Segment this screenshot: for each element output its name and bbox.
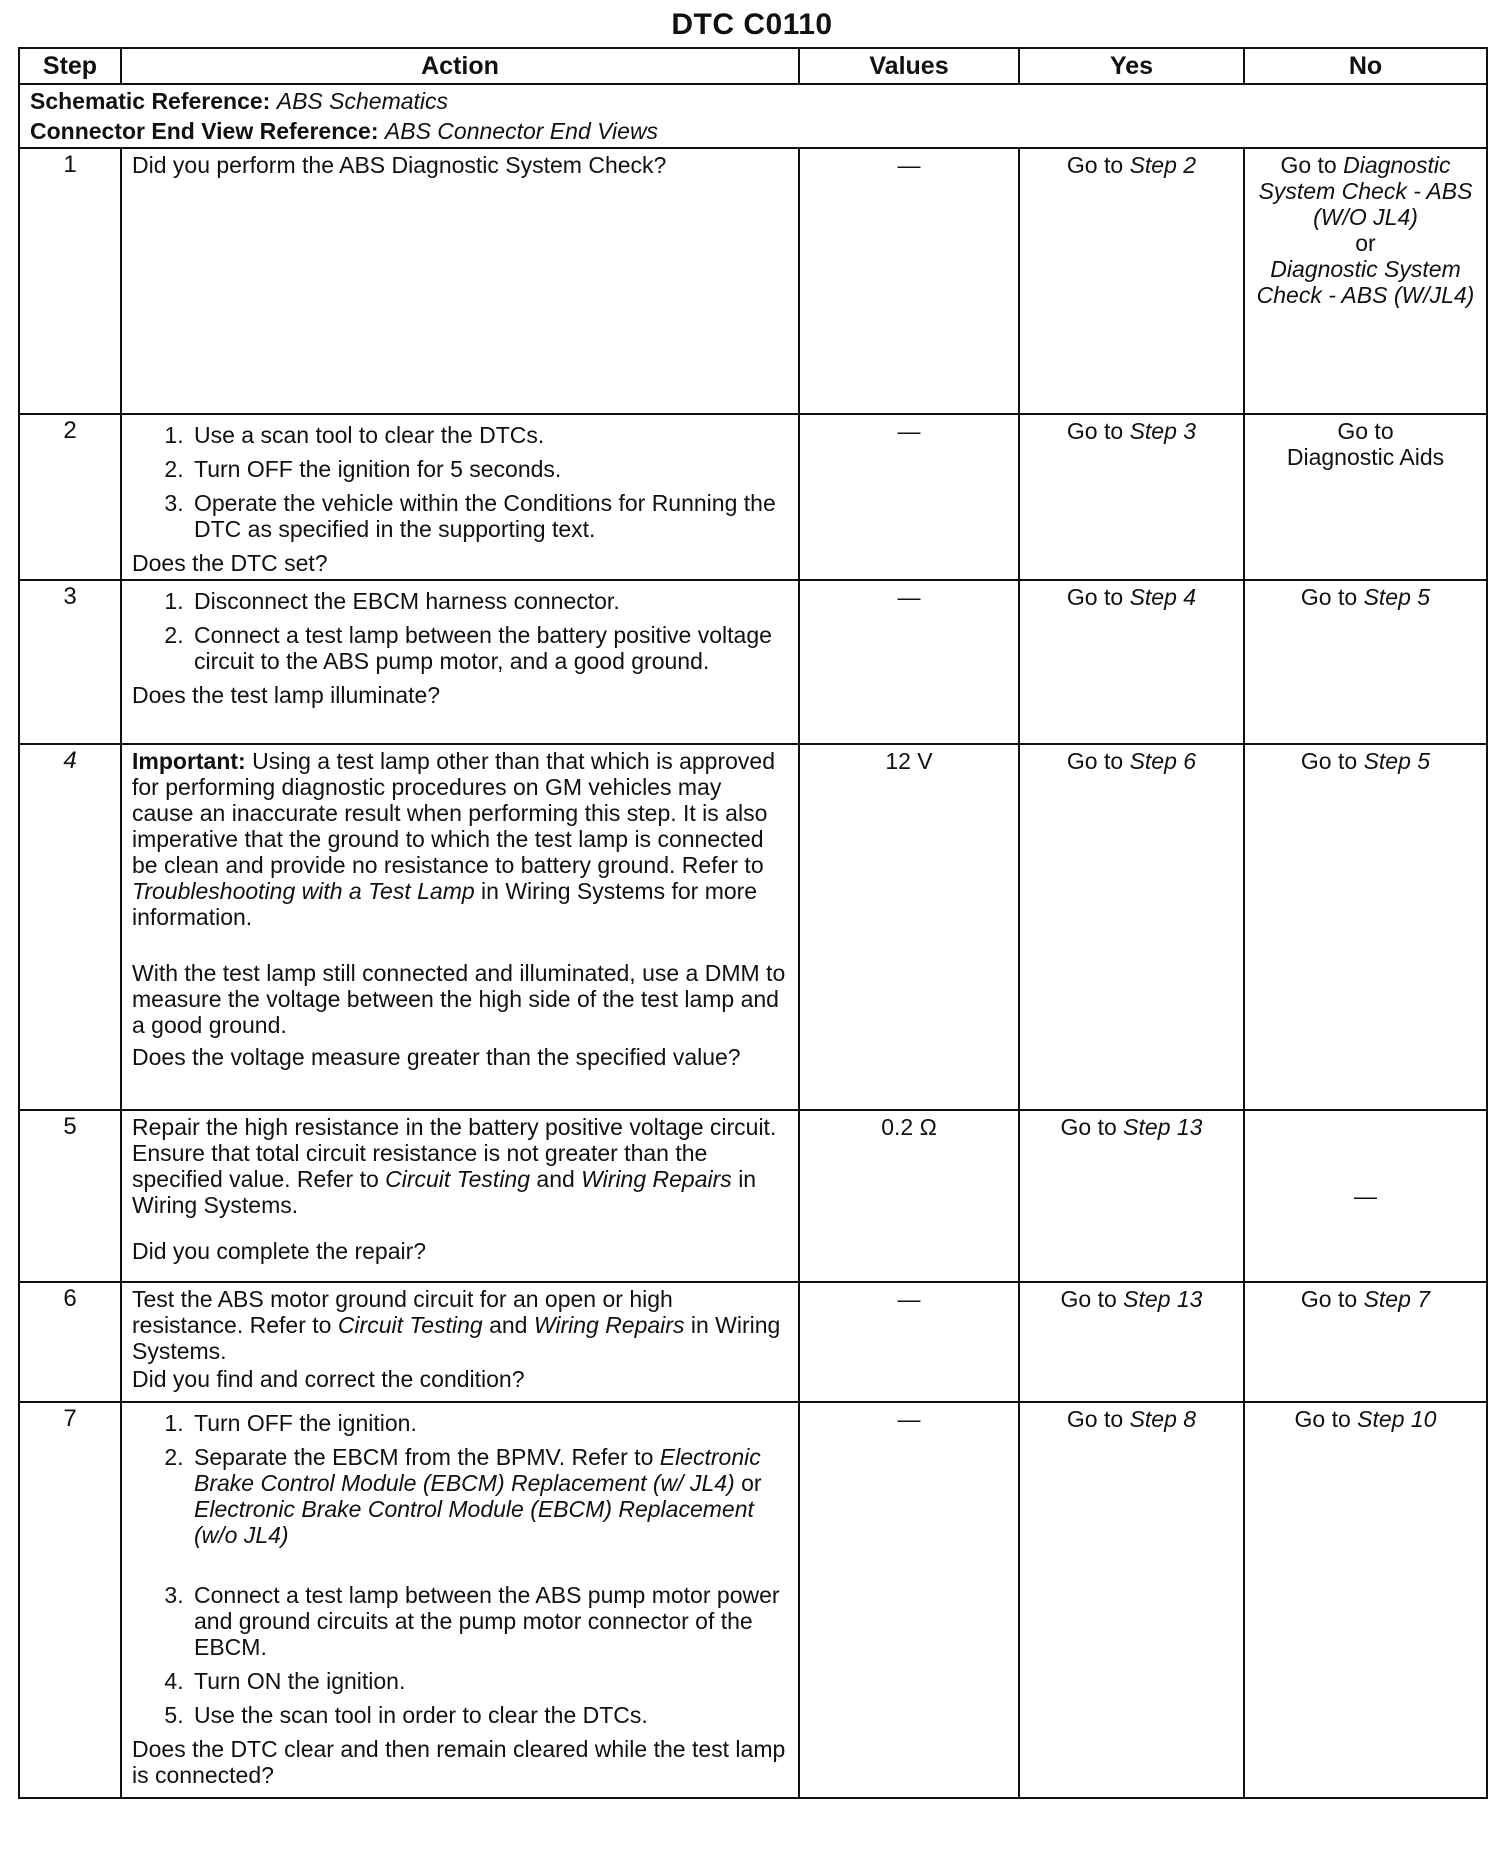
yes-link[interactable]: Step 8	[1129, 1406, 1197, 1432]
no-prefix: Go to	[1300, 584, 1358, 610]
yes-link[interactable]: Step 13	[1123, 1114, 1203, 1140]
value-cell: —	[799, 414, 1019, 580]
header-no: No	[1244, 48, 1487, 84]
action-cell	[121, 1110, 799, 1282]
repair-text-part: Repair the high resistance in the battery positive voltage circuit. Ensure that total circuit resistance is not greater than the specified value. Refer to	[132, 1114, 777, 1192]
schematic-reference-label: Schematic Reference:	[30, 88, 271, 114]
step-number: 4	[19, 744, 121, 1110]
repair-text-part: and	[536, 1166, 575, 1192]
page-title: DTC C0110	[671, 8, 833, 41]
value-cell: —	[799, 1282, 1019, 1402]
reference-cell	[19, 84, 1487, 148]
reference-row	[19, 84, 1487, 148]
action-cell	[121, 1282, 799, 1402]
list-item-or: or	[741, 1470, 762, 1496]
table-row	[19, 414, 1487, 580]
yes-cell	[1019, 1282, 1244, 1402]
yes-cell	[1019, 1402, 1244, 1798]
list-item: 1. Use a scan tool to clear the DTCs.	[190, 422, 788, 448]
no-link[interactable]: Diagnostic System Check - ABS (W/O JL4)	[1258, 152, 1473, 230]
no-cell: —	[1244, 1110, 1487, 1282]
test-text	[132, 1286, 788, 1364]
action-cell	[121, 744, 799, 1110]
action-question: Does the test lamp illuminate?	[132, 682, 441, 708]
no-prefix: Go to	[1337, 418, 1394, 444]
yes-link[interactable]: Step 6	[1129, 748, 1197, 774]
no-link[interactable]: Diagnostic Aids	[1286, 444, 1445, 470]
important-label: Important:	[132, 748, 246, 774]
connector-reference-label: Connector End View Reference:	[30, 118, 379, 144]
table-row	[19, 1402, 1487, 1798]
header-step: Step	[19, 48, 121, 84]
important-note	[132, 748, 788, 930]
no-link[interactable]: Step 5	[1363, 584, 1431, 610]
step-number: 5	[19, 1110, 121, 1282]
value-cell: 12 V	[799, 744, 1019, 1110]
step-number: 1	[19, 148, 121, 414]
action-cell	[121, 580, 799, 744]
important-text: in Wiring Systems for more information.	[132, 878, 758, 930]
no-link[interactable]: Diagnostic System Check - ABS (W/JL4)	[1256, 256, 1475, 308]
test-text-part: Test the ABS motor ground circuit for an open or high resistance. Refer to	[132, 1286, 673, 1338]
no-cell	[1244, 148, 1487, 414]
no-prefix: Go to	[1300, 748, 1358, 774]
value-cell: —	[799, 580, 1019, 744]
reference-link[interactable]: Troubleshooting with a Test Lamp	[132, 878, 475, 904]
no-prefix: Go to	[1280, 152, 1337, 178]
action-question: Did you complete the repair?	[132, 1238, 427, 1264]
dtc-table	[18, 47, 1488, 1799]
action-list	[132, 422, 788, 542]
action-question: Does the voltage measure greater than the specified value?	[132, 1044, 741, 1070]
yes-cell	[1019, 580, 1244, 744]
schematic-reference	[30, 88, 1476, 114]
reference-link[interactable]: Electronic Brake Control Module (EBCM) Replacement (w/o JL4)	[194, 1496, 754, 1548]
table-row	[19, 580, 1487, 744]
action-question: Did you find and correct the condition?	[132, 1366, 525, 1392]
yes-prefix: Go to	[1060, 1286, 1117, 1312]
no-prefix: Go to	[1294, 1406, 1351, 1432]
no-cell	[1244, 744, 1487, 1110]
table-row	[19, 1282, 1487, 1402]
yes-prefix: Go to	[1066, 1406, 1124, 1432]
table-row	[19, 744, 1487, 1110]
list-item: 5. Use the scan tool in order to clear the DTCs.	[190, 1702, 788, 1728]
reference-link[interactable]: Wiring Repairs	[581, 1166, 732, 1192]
yes-prefix: Go to	[1066, 418, 1124, 444]
no-or: or	[1355, 230, 1376, 256]
action-cell	[121, 414, 799, 580]
repair-text-part: in Wiring Systems.	[132, 1166, 757, 1218]
test-text-part: in Wiring Systems.	[132, 1312, 781, 1364]
list-item: 2. Connect a test lamp between the battery positive voltage circuit to the ABS pump motor, and a good ground.	[190, 622, 788, 674]
header-action: Action	[121, 48, 799, 84]
no-link[interactable]: Step 5	[1363, 748, 1431, 774]
header-row	[19, 48, 1487, 84]
reference-link[interactable]: Electronic Brake Control Module (EBCM) Replacement (w/ JL4)	[194, 1444, 761, 1496]
reference-link[interactable]: Wiring Repairs	[533, 1312, 685, 1338]
instruction-text: With the test lamp still connected and illuminated, use a DMM to measure the voltage between the high side of the test lamp and a good ground.	[132, 960, 786, 1038]
connector-reference-link[interactable]: ABS Connector End Views	[384, 118, 659, 144]
important-text: Using a test lamp other than that which is approved for performing diagnostic procedures on GM vehicles may cause an inaccurate result when performing this step. It is also imperative that the ground to which the test lamp is connected be clean and provide no resistance to battery ground. Refer to	[132, 748, 776, 878]
header-yes: Yes	[1019, 48, 1244, 84]
action-cell	[121, 1402, 799, 1798]
action-question: Does the DTC clear and then remain cleared while the test lamp is connected?	[132, 1736, 786, 1788]
action-list	[132, 1410, 788, 1728]
yes-prefix: Go to	[1066, 152, 1124, 178]
reference-link[interactable]: Circuit Testing	[385, 1166, 531, 1192]
no-cell	[1244, 414, 1487, 580]
yes-link[interactable]: Step 4	[1129, 584, 1197, 610]
list-item: 1. Disconnect the EBCM harness connector.	[190, 588, 788, 614]
yes-link[interactable]: Step 2	[1129, 152, 1197, 178]
yes-prefix: Go to	[1060, 1114, 1117, 1140]
no-cell	[1244, 580, 1487, 744]
test-text-part: and	[489, 1312, 528, 1338]
yes-prefix: Go to	[1066, 748, 1124, 774]
connector-reference	[30, 118, 1476, 144]
list-item: 3. Operate the vehicle within the Conditions for Running the DTC as specified in the supporting text.	[190, 490, 788, 542]
yes-cell	[1019, 148, 1244, 414]
list-item: 1. Turn OFF the ignition.	[190, 1410, 788, 1436]
list-item-text: Separate the EBCM from the BPMV. Refer to	[194, 1444, 654, 1470]
schematic-reference-link[interactable]: ABS Schematics	[276, 88, 449, 114]
yes-cell	[1019, 744, 1244, 1110]
action-cell	[121, 148, 799, 414]
action-question: Did you perform the ABS Diagnostic System Check?	[132, 152, 667, 178]
action-question: Does the DTC set?	[132, 550, 328, 576]
step-number: 6	[19, 1282, 121, 1402]
list-item	[190, 1444, 788, 1548]
list-item: 2. Turn OFF the ignition for 5 seconds.	[190, 456, 788, 482]
repair-text	[132, 1114, 788, 1218]
action-list	[132, 588, 788, 674]
no-link[interactable]: Step 7	[1363, 1286, 1431, 1312]
value-cell: 0.2 Ω	[799, 1110, 1019, 1282]
step-number: 3	[19, 580, 121, 744]
header-values: Values	[799, 48, 1019, 84]
yes-link[interactable]: Step 13	[1123, 1286, 1203, 1312]
no-cell	[1244, 1402, 1487, 1798]
yes-link[interactable]: Step 3	[1129, 418, 1197, 444]
reference-link[interactable]: Circuit Testing	[337, 1312, 483, 1338]
step-number: 7	[19, 1402, 121, 1798]
list-item: 4. Turn ON the ignition.	[190, 1668, 788, 1694]
list-item: 3. Connect a test lamp between the ABS pump motor power and ground circuits at the pump motor connector of the EBCM.	[190, 1582, 788, 1660]
table-row	[19, 148, 1487, 414]
yes-cell	[1019, 1110, 1244, 1282]
step-number: 2	[19, 414, 121, 580]
yes-cell	[1019, 414, 1244, 580]
no-prefix: Go to	[1300, 1286, 1358, 1312]
no-cell	[1244, 1282, 1487, 1402]
yes-prefix: Go to	[1066, 584, 1124, 610]
no-link[interactable]: Step 10	[1357, 1406, 1437, 1432]
table-row	[19, 1110, 1487, 1282]
value-cell: —	[799, 1402, 1019, 1798]
value-cell: —	[799, 148, 1019, 414]
